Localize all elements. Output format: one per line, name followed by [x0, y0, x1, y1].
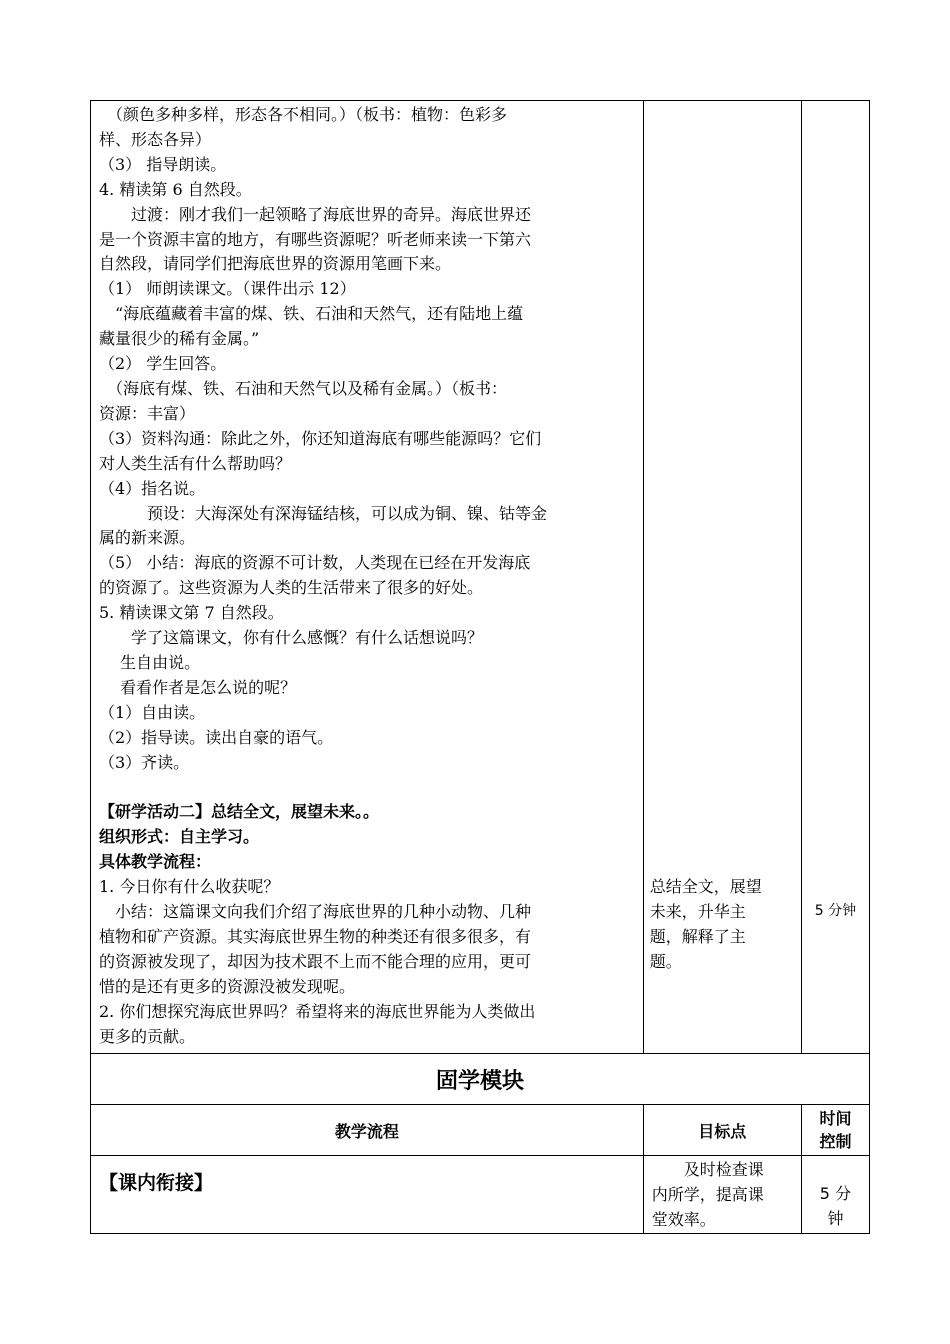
text-line: 4. 精读第 6 自然段。: [99, 179, 252, 199]
bridge-goal-cell: [643, 1156, 801, 1234]
goal-cell: [643, 101, 801, 1054]
activity-form: 组织形式：自主学习。: [99, 827, 260, 847]
text-line: 属的新来源。: [99, 528, 196, 548]
text-line: 预设：大海深处有深海锰结核，可以成为铜、镍、钴等金: [99, 503, 548, 523]
bridge-time: [802, 1156, 869, 1231]
text-line: 堂效率。: [651, 1210, 716, 1230]
text-line: （4）指名说。: [99, 478, 206, 498]
text-line: 未来，升华主: [649, 901, 746, 921]
text-line: 题，解释了主: [649, 926, 746, 946]
teaching-content-cell: [91, 101, 644, 1054]
text-line: 看看作者是怎么说的呢？: [99, 677, 297, 697]
activity-title: 【研学活动二】总结全文，展望未来。。: [99, 802, 380, 822]
bridge-cell: [91, 1156, 644, 1234]
text-line: 题。: [649, 951, 682, 971]
text-line: （1） 师朗读课文。（课件出示 12）: [99, 279, 356, 299]
bridge-goal-lines: [644, 1156, 801, 1233]
text-line: 惜的是还有更多的资源没被发现呢。: [99, 976, 356, 996]
text-line: 对人类生活有什么帮助吗？: [99, 453, 292, 473]
text-line: 及时检查课: [651, 1160, 764, 1180]
activity-flow-title: 具体教学流程：: [99, 852, 212, 872]
time-cell: [801, 101, 869, 1054]
text-line: 的资源了。这些资源为人类的生活带来了很多的好处。: [99, 578, 484, 598]
text-line: （1）自由读。: [99, 702, 206, 722]
header-time-line2: 控制: [819, 1132, 852, 1152]
text-line: 藏量很少的稀有金属。”: [99, 329, 260, 349]
text-line: 的资源被发现了，却因为技术跟不上而不能合理的应用，更可: [99, 951, 532, 971]
lesson-row: [91, 101, 870, 1054]
text-line: （海底有煤、铁、石油和天然气以及稀有金属。）（板书：: [99, 378, 508, 398]
text-line: 自然段，请同学们把海底世界的资源用笔画下来。: [99, 254, 452, 274]
text-line: 5. 精读课文第 7 自然段。: [99, 603, 284, 623]
lesson-table: [90, 100, 870, 1234]
text-line: （3）齐读。: [99, 752, 190, 772]
text-line: 生自由说。: [99, 652, 201, 672]
bridge-time-cell: [801, 1156, 869, 1234]
text-line: 小结：这篇课文向我们介绍了海底世界的几种小动物、几种: [99, 901, 532, 921]
bridge-time-line2: 钟: [827, 1208, 844, 1228]
header-row: [91, 1105, 870, 1156]
text-line: （颜色多种多样，形态各不相同。）（板书：植物：色彩多: [99, 105, 508, 124]
text-line: （3）资料沟通：除此之外，你还知道海底有哪些能源吗？它们: [99, 428, 542, 448]
text-line: 2. 你们想探究海底世界吗？希望将来的海底世界能为人类做出: [99, 1001, 536, 1021]
header-flow: 教学流程: [91, 1105, 644, 1156]
text-line: （5） 小结：海底的资源不可计数，人类现在已经在开发海底: [99, 553, 531, 573]
section-title: 固学模块: [91, 1054, 870, 1105]
text-line: 过渡：刚才我们一起领略了海底世界的奇异。海底世界还: [99, 204, 532, 224]
text-line: 内所学，提高课: [651, 1185, 764, 1205]
text-line: 资源：丰富）: [99, 403, 196, 423]
header-goal: 目标点: [643, 1105, 801, 1156]
text-line: 学了这篇课文，你有什么感慨？有什么话想说吗？: [99, 628, 484, 648]
text-line: [99, 775, 635, 800]
bridge-time-line1: 5 分: [819, 1184, 852, 1204]
text-line: “海底蕴藏着丰富的煤、铁、石油和天然气，还有陆地上蕴: [99, 304, 524, 324]
text-line: （2）指导读。读出自豪的语气。: [99, 727, 334, 747]
text-line: 是一个资源丰富的地方，有哪些资源呢？听老师来读一下第六: [99, 229, 532, 249]
time-text: 5 分钟: [814, 903, 857, 919]
header-time-line1: 时间: [819, 1109, 852, 1129]
bridge-label: 【课内衔接】: [99, 1172, 214, 1195]
text-line: 更多的贡献。: [99, 1026, 196, 1046]
activity-lines: [99, 875, 635, 1049]
text-line: 1. 今日你有什么收获呢？: [99, 877, 280, 897]
text-line: （3） 指导朗读。: [99, 154, 227, 174]
goal-lines: [650, 875, 795, 975]
text-line: 植物和矿产资源。其实海底世界生物的种类还有很多很多，有: [99, 926, 532, 946]
text-line: （2） 学生回答。: [99, 354, 227, 374]
section-title-row: [91, 1054, 870, 1105]
header-time: [801, 1105, 869, 1156]
text-line: 样、形态各异）: [99, 129, 212, 149]
content-lines: [99, 103, 635, 800]
bridge-row: [91, 1156, 870, 1234]
text-line: 总结全文，展望: [649, 877, 762, 896]
